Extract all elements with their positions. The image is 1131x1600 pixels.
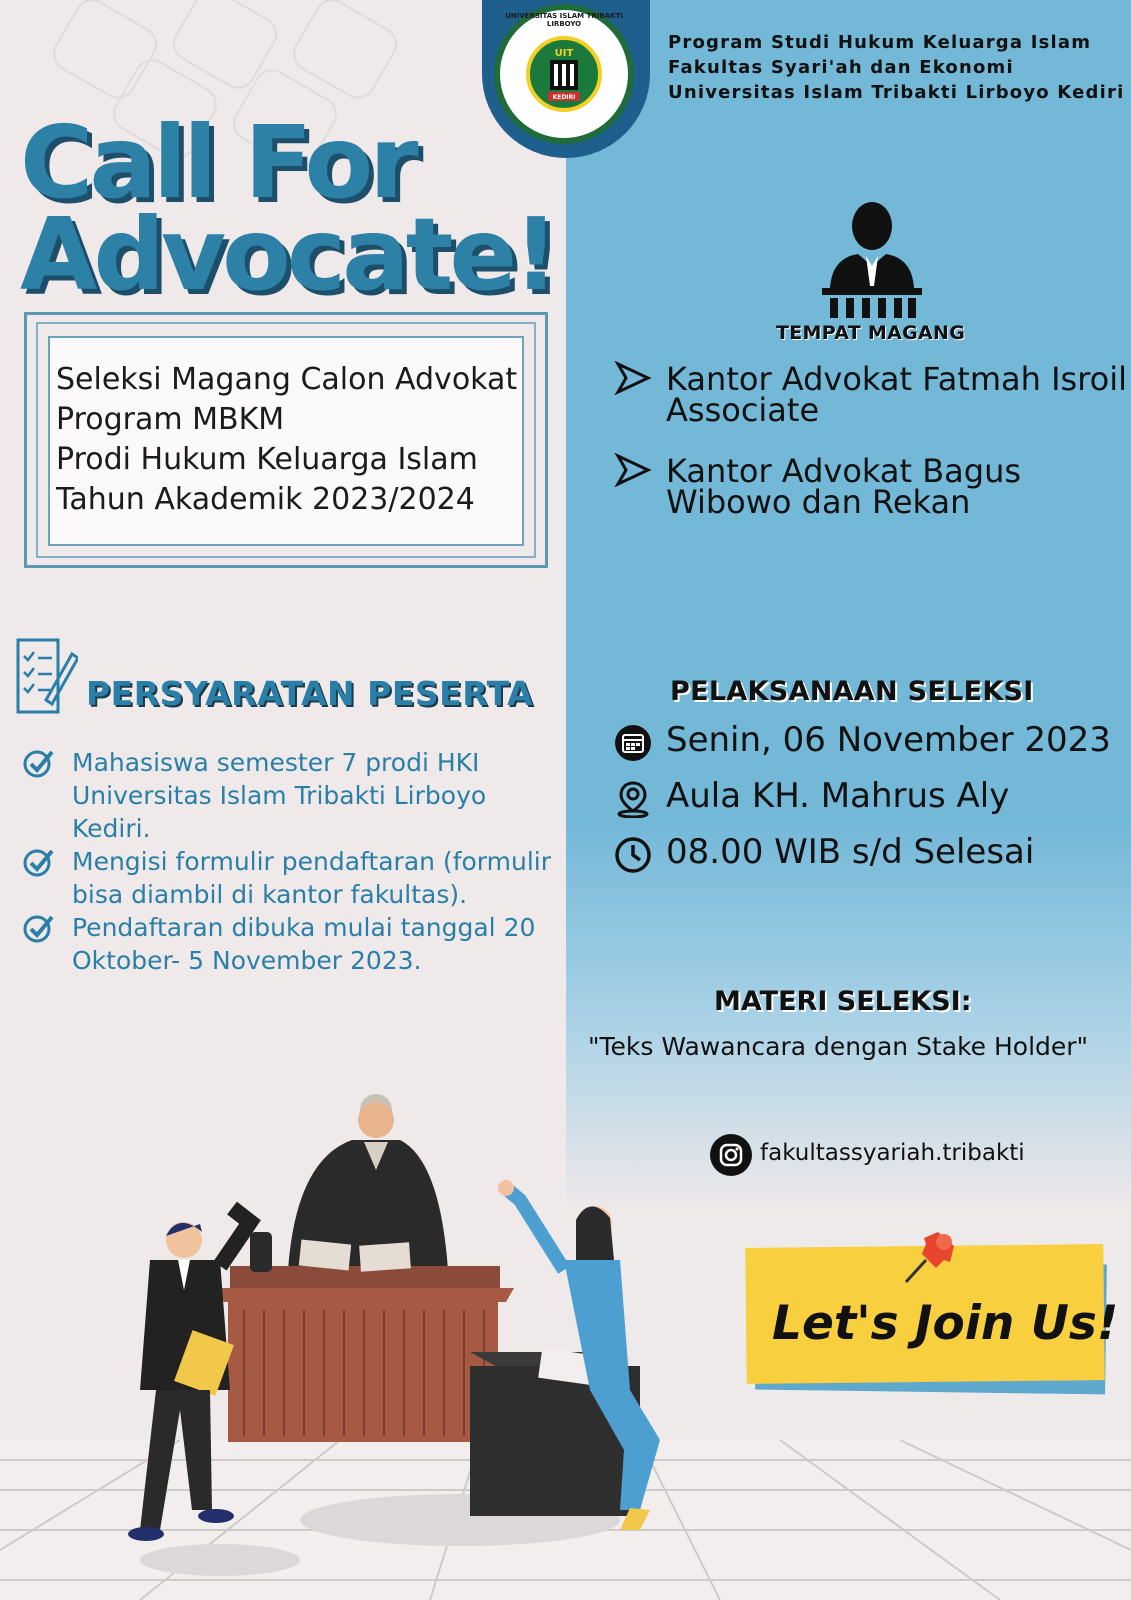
- faculty-name: Fakultas Syari'ah dan Ekonomi: [668, 57, 1014, 78]
- selection-date-text: Senin, 06 November 2023: [666, 720, 1111, 760]
- logo-city-text: KEDIRI: [552, 94, 576, 101]
- courtroom-illustration: [120, 1090, 720, 1590]
- location-pin-icon: [614, 780, 652, 818]
- check-circle-icon: [22, 911, 56, 945]
- internship-place: [612, 452, 1130, 521]
- internship-place-text: Kantor Advokat Fatmah Isroil Associate: [666, 360, 1127, 429]
- arrow-right-icon: [614, 452, 652, 488]
- cta-label: Let's Join Us!: [772, 1296, 1119, 1351]
- logo-center-text: UIT: [554, 48, 574, 59]
- intro-line: Tahun Akademik 2023/2024: [56, 482, 475, 517]
- internship-place-text: Kantor Advokat Bagus Wibowo dan Rekan: [666, 452, 1022, 521]
- requirements-title: PERSYARATAN PESERTA: [86, 674, 534, 713]
- checklist-icon: [16, 636, 78, 716]
- internship-list: [612, 360, 1130, 548]
- requirement-text: Mahasiswa semester 7 prodi HKI Universitas Islam Tribakti Lirboyo Kediri.: [72, 748, 487, 843]
- right-panel: [566, 0, 1131, 1210]
- headline-line-2: Advocate!: [20, 196, 555, 313]
- institution-header: [668, 30, 1124, 105]
- requirement-item: [22, 746, 552, 845]
- internship-place: [612, 360, 1130, 429]
- intro-line: Prodi Hukum Keluarga Islam: [56, 442, 478, 477]
- requirement-text: Mengisi formulir pendaftaran (formulir bisa diambil di kantor fakultas).: [72, 847, 551, 909]
- headline-line-1: Call For: [20, 104, 415, 221]
- university-name: Universitas Islam Tribakti Lirboyo Kediri: [668, 82, 1125, 103]
- check-circle-icon: [22, 746, 56, 780]
- requirements-list: [22, 746, 552, 977]
- pushpin-icon: [900, 1224, 962, 1288]
- intro-line: Program MBKM: [56, 402, 285, 437]
- requirement-item: [22, 911, 552, 977]
- university-logo: [494, 4, 634, 144]
- instagram-handle: fakultassyariah.tribakti: [760, 1140, 1025, 1166]
- requirement-item: [22, 845, 552, 911]
- intro-text: [56, 360, 526, 520]
- selection-title: PELAKSANAAN SELEKSI: [670, 676, 1034, 707]
- selection-location-text: Aula KH. Mahrus Aly: [666, 776, 1010, 816]
- requirement-text: Pendaftaran dibuka mulai tanggal 20 Oktober- 5 November 2023.: [72, 913, 536, 975]
- logo-emblem: [526, 36, 602, 112]
- calendar-icon: [614, 724, 652, 762]
- internship-title: TEMPAT MAGANG: [776, 322, 966, 344]
- material-text: "Teks Wawancara dengan Stake Holder": [588, 1032, 1089, 1061]
- intro-line: Seleksi Magang Calon Advokat: [56, 362, 518, 397]
- emblem-icon: [530, 40, 598, 108]
- selection-time-text: 08.00 WIB s/d Selesai: [666, 832, 1035, 872]
- logo-ring-text: UNIVERSITAS ISLAM TRIBAKTI LIRBOYO: [505, 12, 623, 28]
- material-title: MATERI SELEKSI:: [714, 986, 972, 1017]
- program-name: Program Studi Hukum Keluarga Islam: [668, 32, 1092, 53]
- check-circle-icon: [22, 845, 56, 879]
- clock-icon: [614, 836, 652, 874]
- advocate-podium-icon: [820, 200, 924, 320]
- arrow-right-icon: [614, 360, 652, 396]
